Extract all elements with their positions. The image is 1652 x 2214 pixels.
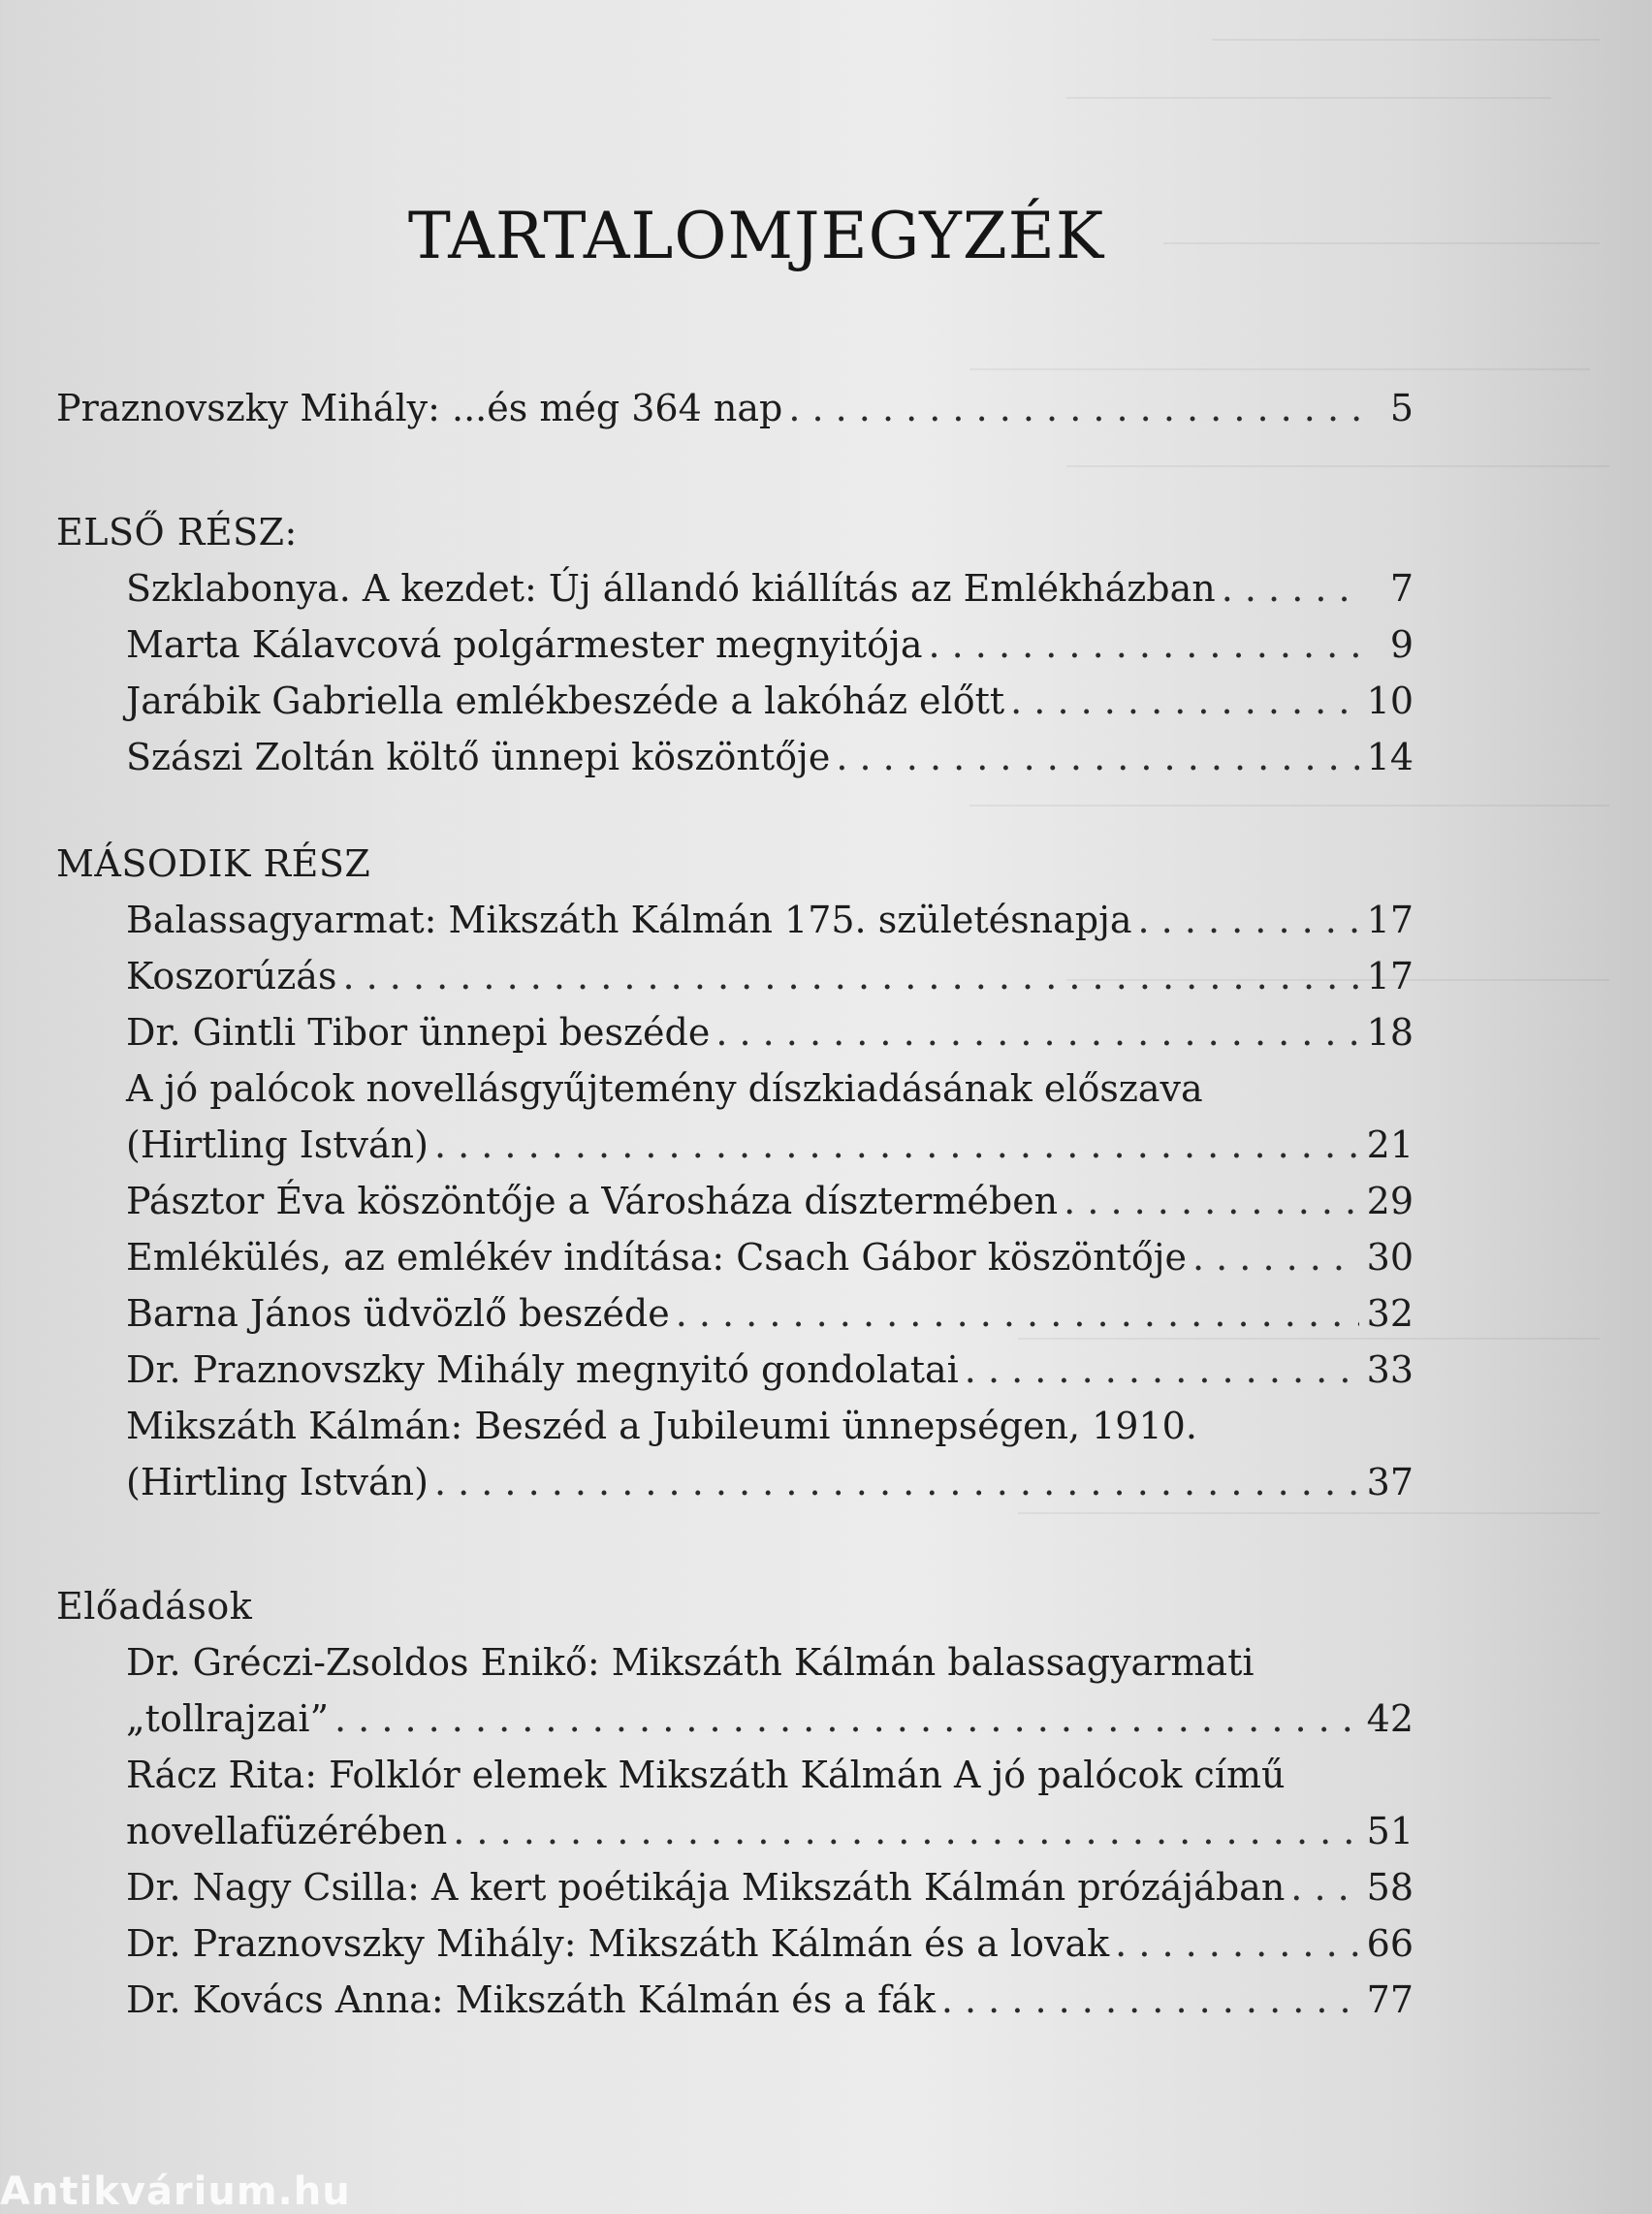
toc-page-number: 30 xyxy=(1366,1236,1414,1279)
toc-entry-text: „tollrajzai” xyxy=(126,1697,329,1740)
dot-leader xyxy=(434,1117,1359,1173)
toc-entry-text: (Hirtling István) xyxy=(126,1461,429,1503)
dot-leader xyxy=(1290,1859,1358,1915)
section-heading-part2: MÁSODIK RÉSZ xyxy=(56,842,371,885)
dot-leader xyxy=(453,1803,1358,1859)
toc-entry[interactable] xyxy=(56,729,1414,785)
toc-entry[interactable] xyxy=(56,1972,1414,2028)
toc-entry-line1: Mikszáth Kálmán: Beszéd a Jubileumi ünnepségen, 1910. xyxy=(126,1405,1197,1447)
watermark: Antikvárium.hu xyxy=(0,2169,351,2214)
toc-page-number: 7 xyxy=(1389,567,1414,610)
toc-page-number: 14 xyxy=(1366,736,1414,778)
toc-entry-text: Koszorúzás xyxy=(126,955,337,997)
toc-entry-text: novellafüzérében xyxy=(126,1810,448,1852)
toc-entry[interactable] xyxy=(56,1117,1414,1173)
toc-page-number: 17 xyxy=(1366,899,1414,941)
dot-leader xyxy=(788,380,1359,436)
dot-leader xyxy=(1192,1229,1359,1285)
toc-entry-text: Pásztor Éva köszöntője a Városháza dísztermében xyxy=(126,1180,1059,1222)
toc-entry-text: Dr. Gintli Tibor ünnepi beszéde xyxy=(126,1011,711,1054)
toc-page-number: 9 xyxy=(1389,623,1414,666)
dot-leader xyxy=(1064,1173,1358,1229)
toc-entry-text: Dr. Praznovszky Mihály megnyitó gondolatai xyxy=(126,1348,959,1391)
dot-leader xyxy=(1222,560,1359,617)
toc-page-number: 18 xyxy=(1366,1011,1414,1054)
table-of-contents xyxy=(56,380,1414,2028)
dot-leader xyxy=(941,1972,1359,2028)
dot-leader xyxy=(342,948,1358,1004)
dot-leader xyxy=(1115,1915,1358,1972)
toc-page-number: 77 xyxy=(1366,1978,1414,2021)
toc-entry[interactable] xyxy=(56,892,1414,948)
toc-entry-text: Dr. Praznovszky Mihály: Mikszáth Kálmán és a lovak xyxy=(126,1922,1110,1965)
toc-entry[interactable] xyxy=(56,1229,1414,1285)
dot-leader xyxy=(334,1691,1359,1747)
toc-page-number: 42 xyxy=(1366,1697,1414,1740)
toc-page-number: 32 xyxy=(1366,1292,1414,1335)
toc-entry[interactable] xyxy=(56,948,1414,1004)
section-heading-part1: ELSŐ RÉSZ: xyxy=(56,511,298,554)
toc-entry-text: Emlékülés, az emlékév indítása: Csach Gábor köszöntője xyxy=(126,1236,1187,1279)
toc-entry-text: Dr. Nagy Csilla: A kert poétikája Mikszáth Kálmán prózájában xyxy=(126,1866,1286,1909)
toc-entry-line1: Rácz Rita: Folklór elemek Mikszáth Kálmán A jó palócok című xyxy=(126,1754,1286,1796)
toc-entry-text: Barna János üdvözlő beszéde xyxy=(126,1292,670,1335)
toc-entry[interactable] xyxy=(56,1173,1414,1229)
toc-entry-text: Jarábik Gabriella emlékbeszéde a lakóház előtt xyxy=(126,680,1005,722)
toc-entry[interactable] xyxy=(56,617,1414,673)
toc-page-number: 21 xyxy=(1366,1123,1414,1166)
toc-entry[interactable] xyxy=(56,1285,1414,1342)
toc-entry-line1: Dr. Gréczi-Zsoldos Enikő: Mikszáth Kálmán balassagyarmati xyxy=(126,1641,1255,1684)
toc-entry[interactable] xyxy=(56,1859,1414,1915)
toc-page-number: 29 xyxy=(1366,1180,1414,1222)
toc-entry-line1: A jó palócok novellásgyűjtemény díszkiadásának előszava xyxy=(126,1067,1203,1110)
toc-entry[interactable] xyxy=(56,560,1414,617)
toc-entry[interactable] xyxy=(56,1915,1414,1972)
dot-leader xyxy=(1138,892,1359,948)
toc-entry-text: Balassagyarmat: Mikszáth Kálmán 175. születésnapja xyxy=(126,899,1132,941)
toc-entry-intro[interactable] xyxy=(56,380,1414,436)
toc-entry-text: Szászi Zoltán költő ünnepi köszöntője xyxy=(126,736,831,778)
dot-leader xyxy=(434,1454,1359,1510)
toc-entry-text: Marta Kálavcová polgármester megnyitója xyxy=(126,623,923,666)
toc-entry[interactable] xyxy=(56,1803,1414,1859)
toc-entry-text: Praznovszky Mihály: ...és még 364 nap xyxy=(56,387,783,429)
toc-page-number: 33 xyxy=(1366,1348,1414,1391)
toc-entry[interactable] xyxy=(56,1454,1414,1510)
toc-entry[interactable] xyxy=(56,1004,1414,1060)
dot-leader xyxy=(836,729,1358,785)
dot-leader xyxy=(1010,673,1359,729)
dot-leader xyxy=(715,1004,1358,1060)
toc-page-number: 10 xyxy=(1366,680,1414,722)
toc-page-number: 51 xyxy=(1366,1810,1414,1852)
section-heading-lectures: Előadások xyxy=(56,1585,253,1628)
toc-entry[interactable] xyxy=(56,673,1414,729)
toc-entry-text: (Hirtling István) xyxy=(126,1123,429,1166)
toc-entry[interactable] xyxy=(56,1691,1414,1747)
toc-page-number: 5 xyxy=(1389,387,1414,429)
toc-page-number: 37 xyxy=(1366,1461,1414,1503)
page-title: TARTALOMJEGYZÉK xyxy=(407,199,1105,273)
toc-page-number: 17 xyxy=(1366,955,1414,997)
toc-entry-text: Szklabonya. A kezdet: Új állandó kiállítás az Emlékházban xyxy=(126,567,1216,610)
toc-page-number: 58 xyxy=(1366,1866,1414,1909)
dot-leader xyxy=(965,1342,1359,1398)
dot-leader xyxy=(928,617,1359,673)
dot-leader xyxy=(676,1285,1359,1342)
toc-page-number: 66 xyxy=(1366,1922,1414,1965)
toc-entry[interactable] xyxy=(56,1342,1414,1398)
toc-entry-text: Dr. Kovács Anna: Mikszáth Kálmán és a fák xyxy=(126,1978,936,2021)
